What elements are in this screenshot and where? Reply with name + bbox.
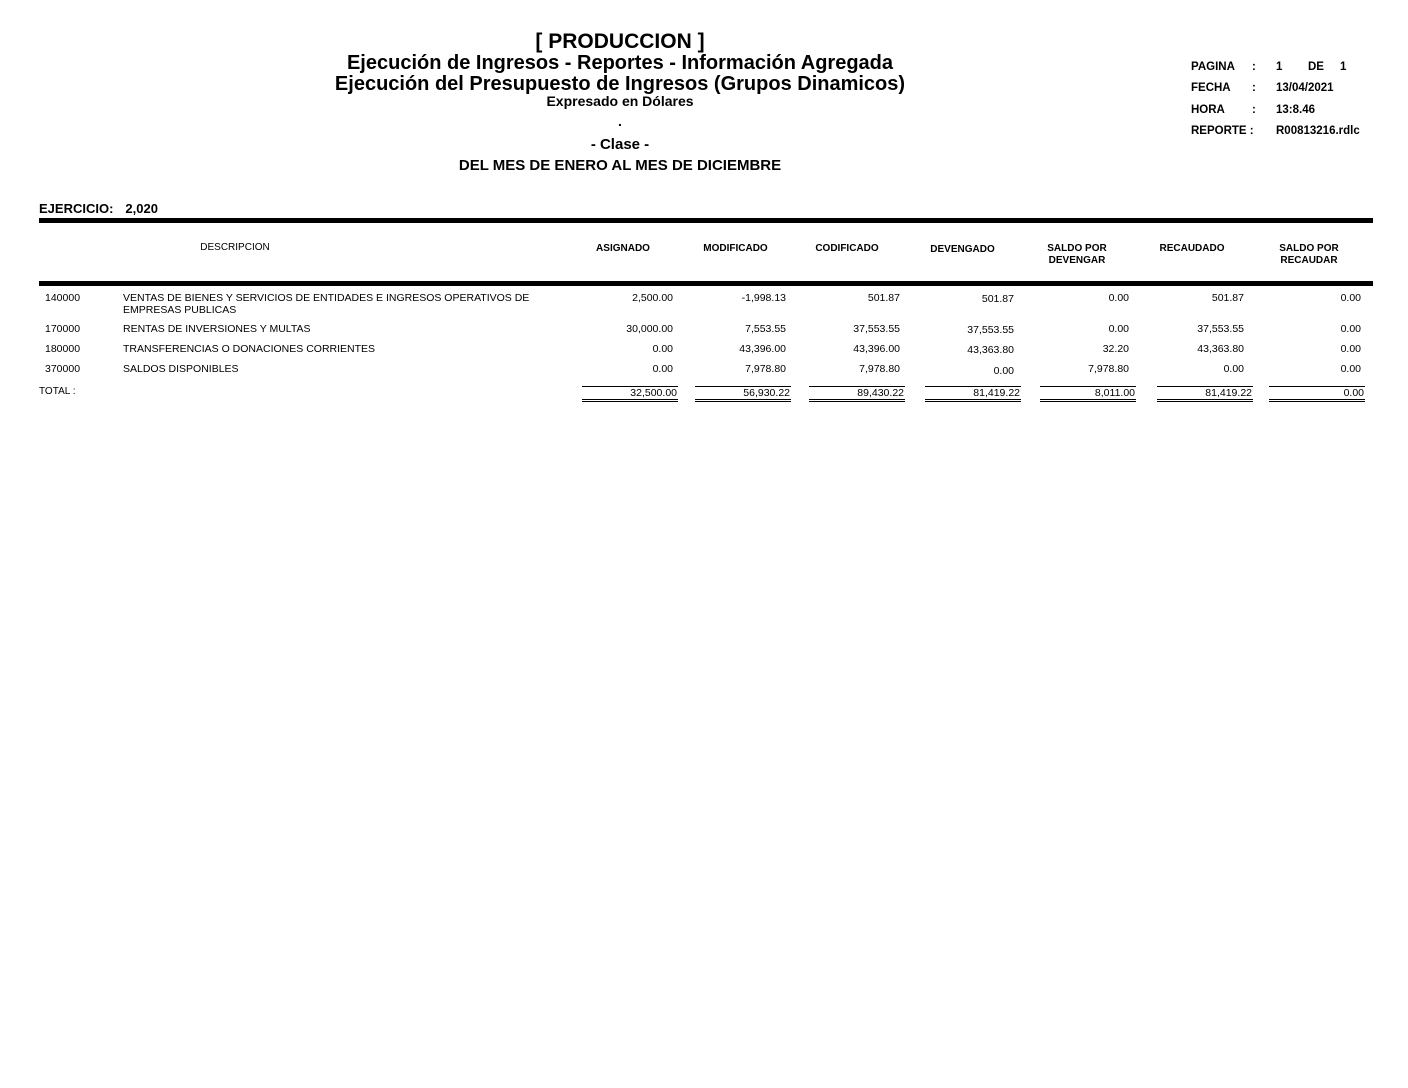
total-asignado: 32,500.00 <box>582 386 678 402</box>
row-description: SALDOS DISPONIBLES <box>123 363 239 375</box>
fiscal-year <box>39 201 158 216</box>
col-codificado: CODIFICADO <box>815 243 879 254</box>
row-description: RENTAS DE INVERSIONES Y MULTAS <box>123 323 311 335</box>
page-label: PAGINA <box>1191 61 1235 73</box>
col-modificado: MODIFICADO <box>703 243 768 254</box>
total-saldo-recaudar: 0.00 <box>1269 386 1365 402</box>
row-codificado: 37,553.55 <box>853 323 900 335</box>
period-label: DEL MES DE ENERO AL MES DE DICIEMBRE <box>458 157 782 174</box>
row-recaudado: 43,363.80 <box>1197 343 1244 355</box>
header-rule-bottom <box>39 281 1373 286</box>
row-recaudado: 501.87 <box>1211 292 1244 304</box>
row-codificado: 501.87 <box>867 292 900 304</box>
currency-note: Expresado en Dólares <box>546 93 694 109</box>
total-recaudado: 81,419.22 <box>1157 386 1253 402</box>
row-modificado: 7,978.80 <box>745 363 786 375</box>
row-devengado: 37,553.55 <box>967 324 1014 336</box>
total-devengado: 81,419.22 <box>925 386 1021 402</box>
page-of-label: DE <box>1308 61 1324 73</box>
col-saldo-recaudar-line1: SALDO POR <box>1279 243 1339 254</box>
page-number: 1 <box>1276 61 1283 73</box>
separator-dot: . <box>618 113 622 129</box>
row-modificado: 7,553.55 <box>745 323 786 335</box>
row-recaudado: 37,553.55 <box>1197 323 1244 335</box>
time-label: HORA <box>1191 104 1225 116</box>
fiscal-year-label: EJERCICIO: <box>39 201 114 216</box>
time-value: 13:8.46 <box>1276 104 1316 116</box>
date-colon: : <box>1252 82 1256 94</box>
page-colon: : <box>1252 61 1256 73</box>
row-saldo-recaudar: 0.00 <box>1340 343 1361 355</box>
fiscal-year-value: 2,020 <box>125 201 158 216</box>
total-label: TOTAL : <box>39 386 76 397</box>
col-saldo-recaudar <box>1268 243 1350 267</box>
row-saldo-recaudar: 0.00 <box>1340 323 1361 335</box>
row-devengado: 43,363.80 <box>967 344 1014 356</box>
row-saldo-devengar: 7,978.80 <box>1088 363 1129 375</box>
row-asignado: 2,500.00 <box>632 292 673 304</box>
report-subtitle: Ejecución del Presupuesto de Ingresos (Grupos Dinamicos) <box>334 73 906 95</box>
report-id-value: R00813216.rdlc <box>1276 125 1360 137</box>
time-colon: : <box>1252 104 1256 116</box>
row-saldo-recaudar: 0.00 <box>1340 363 1361 375</box>
grouping-label: - Clase - <box>590 136 650 153</box>
col-saldo-devengar-line2: DEVENGAR <box>1048 255 1106 266</box>
report-title: Ejecución de Ingresos - Reportes - Información Agregada <box>346 52 894 74</box>
page-total: 1 <box>1340 61 1347 73</box>
col-asignado: ASIGNADO <box>596 243 650 254</box>
col-saldo-devengar <box>1036 243 1118 267</box>
row-code: 170000 <box>45 323 81 335</box>
row-modificado: 43,396.00 <box>739 343 786 355</box>
row-asignado: 0.00 <box>652 363 673 375</box>
row-codificado: 7,978.80 <box>859 363 900 375</box>
row-recaudado: 0.00 <box>1223 363 1244 375</box>
row-description: TRANSFERENCIAS O DONACIONES CORRIENTES <box>123 343 376 355</box>
col-descripcion: DESCRIPCION <box>200 242 270 253</box>
col-recaudado: RECAUDADO <box>1159 243 1225 254</box>
row-codificado: 43,396.00 <box>853 343 900 355</box>
row-saldo-recaudar: 0.00 <box>1340 292 1361 304</box>
col-saldo-devengar-line1: SALDO POR <box>1047 243 1107 254</box>
date-label: FECHA <box>1191 82 1231 94</box>
row-devengado: 501.87 <box>981 293 1014 305</box>
total-modificado: 56,930.22 <box>695 386 791 402</box>
row-devengado: 0.00 <box>993 365 1014 377</box>
total-codificado: 89,430.22 <box>809 386 905 402</box>
system-title: [ PRODUCCION ] <box>535 30 705 53</box>
row-saldo-devengar: 32.20 <box>1102 343 1129 355</box>
header-rule-top <box>39 218 1373 223</box>
row-saldo-devengar: 0.00 <box>1108 323 1129 335</box>
col-saldo-recaudar-line2: RECAUDAR <box>1280 255 1338 266</box>
report-id-label: REPORTE : <box>1191 125 1254 137</box>
col-devengado: DEVENGADO <box>930 244 995 255</box>
row-code: 180000 <box>45 343 81 355</box>
date-value: 13/04/2021 <box>1276 82 1334 94</box>
total-saldo-devengar: 8,011.00 <box>1040 386 1136 402</box>
row-asignado: 0.00 <box>652 343 673 355</box>
row-modificado: -1,998.13 <box>741 292 786 304</box>
row-asignado: 30,000.00 <box>626 323 673 335</box>
row-description: VENTAS DE BIENES Y SERVICIOS DE ENTIDADES E INGRESOS OPERATIVOS DE EMPRESAS PUBLICAS <box>123 292 530 316</box>
row-code: 370000 <box>45 363 81 375</box>
row-saldo-devengar: 0.00 <box>1108 292 1129 304</box>
row-code: 140000 <box>45 292 81 304</box>
